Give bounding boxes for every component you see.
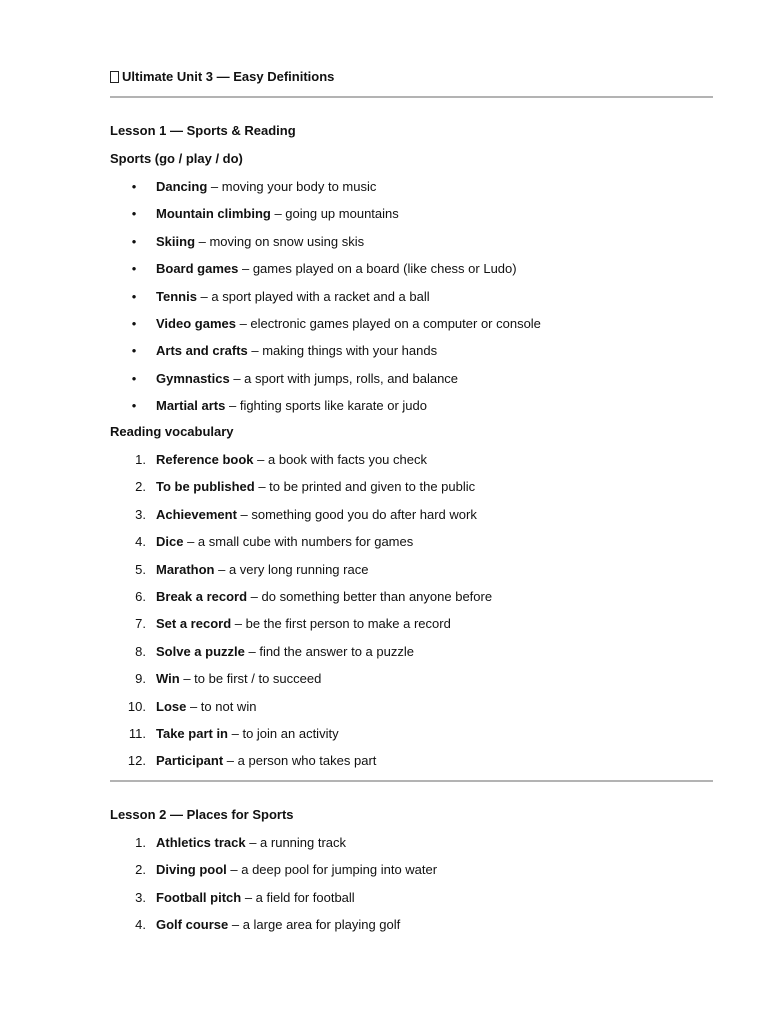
term: Achievement — [156, 506, 237, 522]
list-item — [110, 588, 492, 615]
list-item — [110, 506, 492, 533]
definition: – to be first / to succeed — [179, 671, 322, 687]
list-item — [110, 698, 492, 725]
definition: – a very long running race — [214, 561, 369, 577]
definition: – to be printed and given to the public — [254, 479, 476, 495]
term: Win — [156, 671, 180, 687]
list-item — [110, 615, 492, 642]
item-number: 11. — [128, 725, 146, 741]
item-number: 12. — [127, 753, 146, 769]
bullet-icon: • — [131, 261, 137, 277]
list-item — [110, 233, 541, 260]
sports-list — [110, 178, 541, 425]
definition: – something good you do after hard work — [236, 506, 477, 522]
document-title-text: Ultimate Unit 3 — Easy Definitions — [122, 69, 335, 84]
definition: – be the first person to make a record — [231, 616, 451, 632]
item-number: 4. — [135, 917, 146, 933]
term: Video games — [156, 315, 236, 331]
term: Tennis — [156, 288, 197, 304]
term: To be published — [156, 479, 255, 495]
item-number: 10. — [127, 698, 146, 714]
definition: – moving on snow using skis — [195, 233, 365, 249]
term: Arts and crafts — [156, 343, 248, 359]
document-title — [110, 69, 334, 84]
bullet-icon: • — [131, 233, 137, 249]
item-number: 3. — [135, 506, 146, 522]
definition: – going up mountains — [270, 206, 399, 222]
term: Diving pool — [156, 862, 227, 878]
list-item — [110, 370, 541, 397]
list-item — [110, 178, 541, 205]
missing-glyph-icon — [110, 71, 119, 83]
item-number: 3. — [135, 889, 146, 905]
term: Board games — [156, 261, 239, 277]
lesson-2-heading: Lesson 2 — Places for Sports — [110, 807, 294, 822]
reading-vocabulary-heading: Reading vocabulary — [110, 424, 234, 439]
horizontal-rule — [110, 780, 713, 782]
definition: – a running track — [245, 835, 347, 850]
item-number: 6. — [135, 588, 146, 604]
sports-heading: Sports (go / play / do) — [110, 151, 243, 166]
item-number: 2. — [135, 479, 146, 495]
list-item — [110, 834, 437, 861]
definition: – making things with your hands — [247, 343, 438, 359]
bullet-icon: • — [131, 343, 137, 359]
definition: – a sport played with a racket and a ball — [196, 288, 430, 304]
term: Reference book — [156, 452, 254, 467]
list-item — [110, 288, 541, 315]
term: Solve a puzzle — [156, 643, 245, 659]
item-number: 4. — [135, 534, 146, 550]
list-item — [110, 725, 492, 752]
list-item — [110, 643, 492, 670]
term: Dice — [156, 534, 184, 550]
bullet-icon: • — [131, 370, 137, 386]
list-item — [110, 889, 437, 916]
term: Lose — [156, 698, 187, 714]
definition: – a field for football — [241, 889, 355, 905]
list-item — [110, 752, 492, 779]
list-item — [110, 670, 492, 697]
bullet-icon: • — [131, 288, 137, 304]
definition: – moving your body to music — [207, 179, 377, 194]
definition: – a large area for playing golf — [228, 917, 401, 933]
bullet-icon: • — [131, 179, 137, 194]
bullet-icon: • — [131, 398, 137, 414]
list-item — [110, 205, 541, 232]
term: Participant — [156, 753, 224, 769]
item-number: 7. — [135, 616, 146, 632]
definition: – fighting sports like karate or judo — [225, 398, 427, 414]
item-number: 1. — [135, 452, 146, 467]
definition: – find the answer to a puzzle — [244, 643, 414, 659]
lesson-1-heading: Lesson 1 — Sports & Reading — [110, 123, 296, 138]
reading-vocabulary-list — [110, 451, 492, 780]
list-item — [110, 397, 541, 424]
definition: – a person who takes part — [223, 753, 377, 769]
list-item — [110, 451, 492, 478]
list-item — [110, 533, 492, 560]
list-item — [110, 342, 541, 369]
term: Dancing — [156, 179, 208, 194]
item-number: 1. — [135, 835, 146, 850]
list-item — [110, 260, 541, 287]
list-item — [110, 478, 492, 505]
term: Set a record — [156, 616, 232, 632]
list-item — [110, 861, 437, 888]
bullet-icon: • — [131, 315, 137, 331]
horizontal-rule — [110, 96, 713, 98]
term: Break a record — [156, 588, 248, 604]
list-item — [110, 561, 492, 588]
bullet-icon: • — [131, 206, 137, 222]
definition: – a book with facts you check — [253, 452, 427, 467]
term: Football pitch — [156, 889, 242, 905]
term: Marathon — [156, 561, 215, 577]
list-item — [110, 916, 437, 943]
places-list — [110, 834, 437, 944]
definition: – to not win — [186, 698, 257, 714]
term: Mountain climbing — [156, 206, 271, 222]
item-number: 2. — [135, 862, 146, 878]
term: Athletics track — [156, 835, 246, 850]
definition: – a deep pool for jumping into water — [226, 862, 438, 878]
definition: – a sport with jumps, rolls, and balance — [229, 370, 459, 386]
term: Martial arts — [156, 398, 226, 414]
definition: – electronic games played on a computer or console — [235, 315, 541, 331]
item-number: 9. — [135, 671, 146, 687]
definition: – to join an activity — [228, 725, 339, 741]
term: Golf course — [156, 917, 229, 933]
definition: – do something better than anyone before — [247, 588, 493, 604]
term: Take part in — [156, 725, 229, 741]
definition: – a small cube with numbers for games — [183, 534, 414, 550]
item-number: 5. — [135, 561, 146, 577]
item-number: 8. — [135, 643, 146, 659]
term: Skiing — [156, 233, 196, 249]
definition: – games played on a board (like chess or Ludo) — [238, 261, 517, 277]
term: Gymnastics — [156, 370, 230, 386]
list-item — [110, 315, 541, 342]
